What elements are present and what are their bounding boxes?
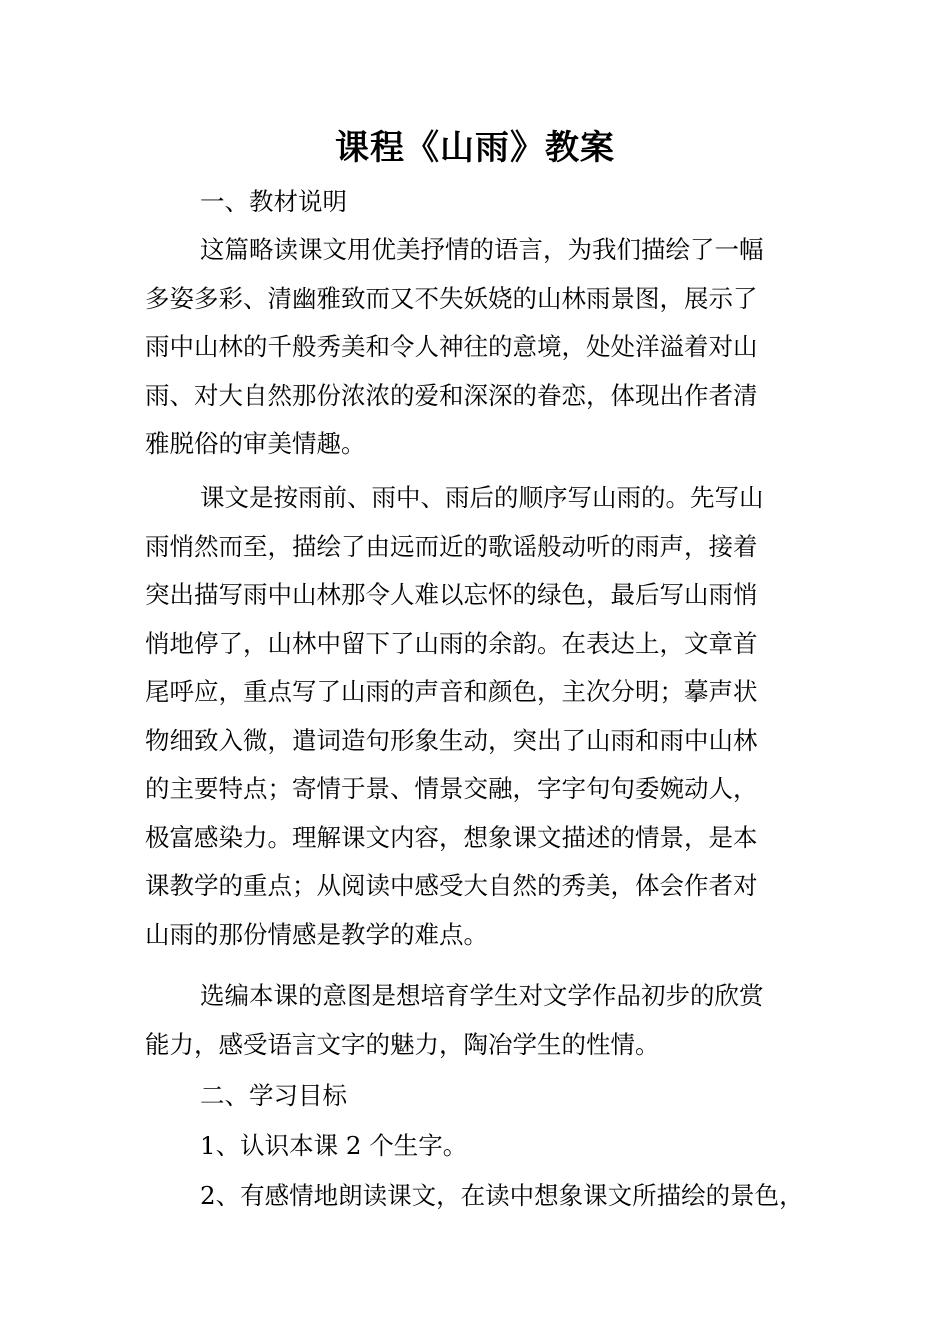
paragraph-2 xyxy=(145,474,810,959)
section-heading-text: 一、教材说明 xyxy=(200,187,347,216)
paragraph-1 xyxy=(145,226,810,469)
paragraph-3 xyxy=(145,972,810,1069)
paragraph-line: 极富感染力。理解课文内容，想象课文描述的情景，是本 xyxy=(145,822,758,852)
paragraph-line: 的主要特点；寄情于景、情景交融，字字句句委婉动人， xyxy=(145,774,758,803)
paragraph-line: 雨悄然而至，描绘了由远而近的歌谣般动听的雨声，接着 xyxy=(145,531,758,561)
paragraph-line: 选编本课的意图是想培育学生对文学作品初步的欣赏 xyxy=(200,981,764,1010)
section-heading-2 xyxy=(145,1072,810,1121)
paragraph-line: 山雨的那份情感是教学的难点。 xyxy=(145,919,488,949)
paragraph-line: 突出描写雨中山林那令人难以忘怀的绿色，最后写山雨悄 xyxy=(145,580,758,609)
paragraph-line: 雨、对大自然那份浓浓的爱和深深的眷恋，体现出作者清 xyxy=(145,380,758,410)
paragraph-line: 雨中山林的千般秀美和令人神往的意境，处处洋溢着对山 xyxy=(145,332,758,361)
paragraph-line: 这篇略读课文用优美抒情的语言，为我们描绘了一幅 xyxy=(200,235,764,264)
paragraph-line: 尾呼应，重点写了山雨的声音和颜色，主次分明；摹声状 xyxy=(145,677,758,706)
goal-item-2 xyxy=(145,1172,810,1221)
paragraph-line: 悄地停了，山林中留下了山雨的余韵。在表达上，文章首 xyxy=(145,628,758,658)
paragraph-line: 能力，感受语言文字的魅力，陶冶学生的性情。 xyxy=(145,1029,660,1059)
goal-text: 2、有感情地朗读课文，在读中想象课文所描绘的景色， xyxy=(200,1181,804,1210)
section-heading-1 xyxy=(145,178,810,227)
section-heading-text: 二、学习目标 xyxy=(200,1081,347,1110)
paragraph-line: 雅脱俗的审美情趣。 xyxy=(145,429,366,458)
paragraph-line: 物细致入微，遣词造句形象生动，突出了山雨和雨中山林 xyxy=(145,725,758,755)
goal-text: 1、认识本课 2 个生字。 xyxy=(200,1131,468,1160)
paragraph-line: 多姿多彩、清幽雅致而又不失妖娆的山林雨景图，展示了 xyxy=(145,283,758,313)
document-title: 课程《山雨》教案 xyxy=(335,128,615,168)
goal-item-1 xyxy=(145,1122,810,1171)
paragraph-line: 课文是按雨前、雨中、雨后的顺序写山雨的。先写山 xyxy=(200,483,764,512)
paragraph-line: 课教学的重点；从阅读中感受大自然的秀美，体会作者对 xyxy=(145,871,758,900)
